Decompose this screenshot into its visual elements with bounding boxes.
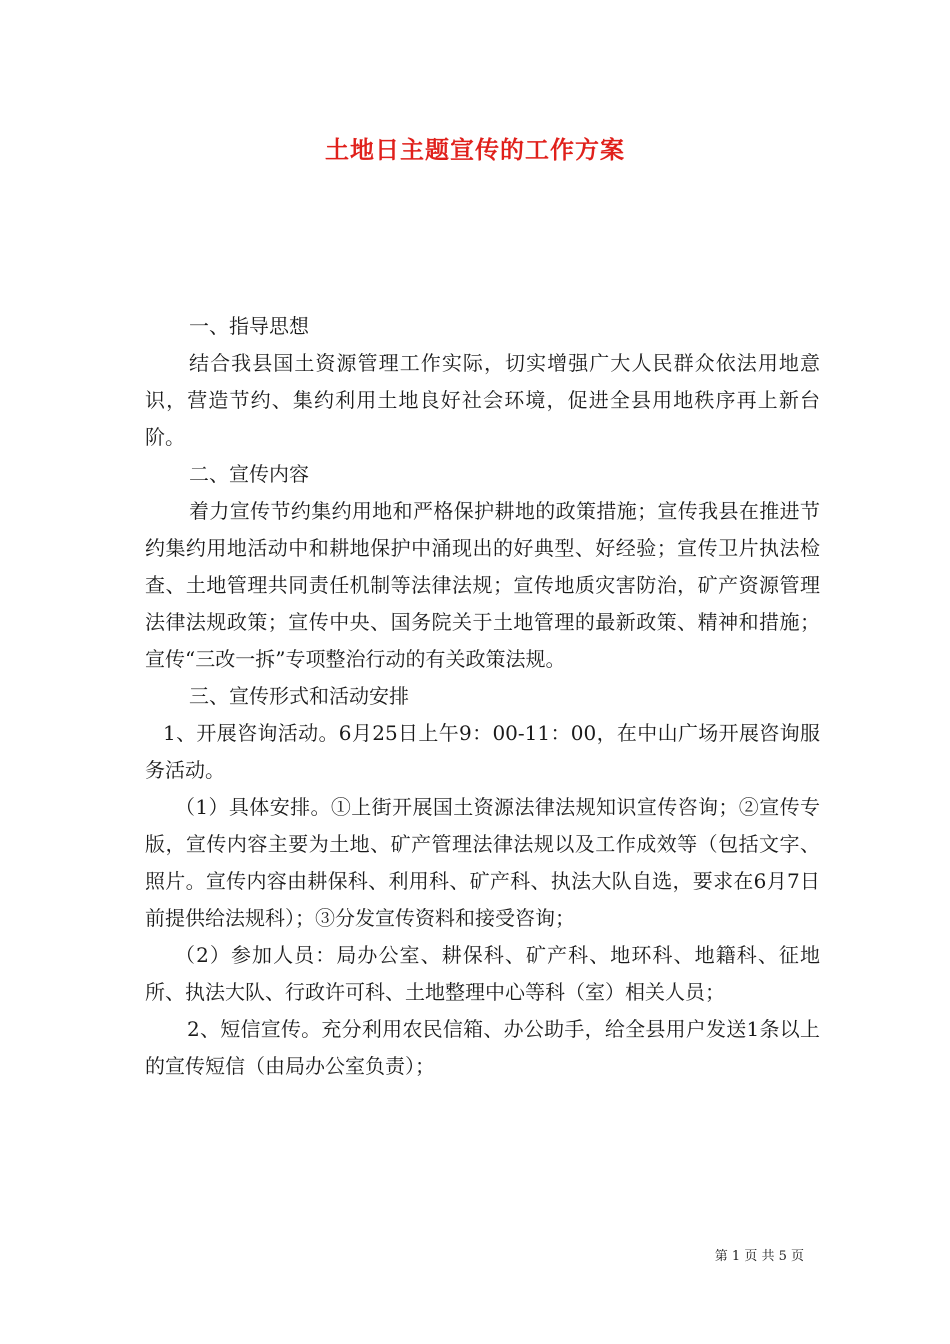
section-heading-publicity-forms: 三、宣传形式和活动安排: [189, 684, 409, 708]
section-heading-guiding-thought: 一、指导思想: [189, 314, 309, 338]
paragraph-participants: （2）参加人员：局办公室、耕保科、矿产科、地环科、地籍科、征地所、执法大队、行政许可科、土地整理中心等科（室）相关人员；: [145, 943, 820, 1004]
section-heading-publicity-content: 二、宣传内容: [189, 462, 309, 486]
document-title: 土地日主题宣传的工作方案: [325, 135, 625, 164]
paragraph-specific-arrangement: （1）具体安排。①上街开展国土资源法律法规知识宣传咨询；②宣传专版，宣传内容主要为土地、矿产管理法律法规以及工作成效等（包括文字、照片。宣传内容由耕保科、利用科、矿产科、执法大队自选，要求在6月7日前提供给法规科）；③分发宣传资料和接受咨询；: [145, 795, 820, 930]
paragraph-publicity-content: 着力宣传节约集约用地和严格保护耕地的政策措施；宣传我县在推进节约集约用地活动中和耕地保护中涌现出的好典型、好经验；宣传卫片执法检查、土地管理共同责任机制等法律法规；宣传地质灾害防治，矿产资源管理法律法规政策；宣传中央、国务院关于土地管理的最新政策、精神和措施；宣传“三改一拆”专项整治行动的有关政策法规。: [145, 499, 820, 671]
paragraph-sms-publicity: 2、短信宣传。充分利用农民信箱、办公助手，给全县用户发送1条以上的宣传短信（由局办公室负责）；: [145, 1017, 820, 1078]
paragraph-guiding-thought: 结合我县国土资源管理工作实际，切实增强广大人民群众依法用地意识，营造节约、集约利用土地良好社会环境，促进全县用地秩序再上新台阶。: [145, 351, 820, 449]
page-number: 第 1 页 共 5 页: [714, 1249, 804, 1264]
paragraph-consultation-activity: 1、开展咨询活动。6月25日上午9：00-11：00，在中山广场开展咨询服务活动。: [145, 721, 820, 782]
document-body: [145, 308, 820, 1085]
